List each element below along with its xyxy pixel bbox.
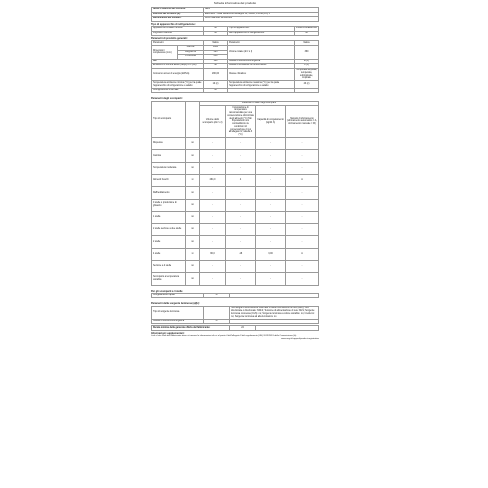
compartment-freezing-capacity: - [256,260,286,272]
warranty-label: Durata minima della garanzia offerta dal fabbricante: [152,326,230,331]
product-information-sheet [151,2,319,340]
light-source-type-value: Tecnologia di illuminazione utilizzata: a diodo a emissione di luce (LED); Non direzionale o direzionale: NDLS; Tensione di alimentazione di rete: MLS; Sorgente luminosa connessa (CLS): no; Sorgente luminosa a colore variabile: no; Involucro: no; Sorgente luminosa ad alta luminanza: no [230,306,319,319]
table-cell: Altro apparecchio di refrigerazione: [228,31,295,36]
compartment-present: no [186,150,200,162]
table-cell: C (c) [295,64,319,69]
compartment-volume: - [200,150,226,162]
compartment-temperature: -18 [226,248,256,260]
light-energy-class-label: Classe di efficienza energetica [152,319,204,324]
warranty-value: 24 [230,326,256,331]
supplier-name-label: Nome o marchio del fornitore: [152,8,204,13]
compartment-present: sì [186,175,200,187]
support-link[interactable]: www.aeg.it/support/product-registration [281,337,319,340]
table-row [152,150,319,162]
supplier-name-value: AEG [204,8,319,13]
additional-info-text: Link al sito Web del fabbricante dove si trovano le informazioni di cui al punto 4 dell'allegato II del regolamento (UE) 2019/2019 della Commissione (b): [151,335,297,338]
table-cell: 10 (c) [204,81,228,88]
table-cell: no [295,31,319,36]
compartment-parameters-table [151,101,319,286]
compartment-temperature: 4 [226,175,256,187]
compartment-temperature: - [226,199,256,211]
compartment-defrost: - [286,199,319,211]
compartment-defrost: - [286,224,319,236]
model-identifier-label: Identificativo del modello: [152,17,204,22]
compartment-volume: 264,0 [200,175,226,187]
table-row [152,81,319,88]
table-cell: 100 [204,59,228,64]
width-label: Larghezza [178,50,204,55]
compartment-temperature: - [226,224,256,236]
table-cell: no [204,31,228,36]
height-label: Altezza [178,45,204,50]
compartment-name: Temperatura moderata [152,162,186,174]
compartment-volume: - [200,260,226,272]
supplier-table [151,7,319,22]
appliance-type-table [151,26,319,36]
compartment-present: no [186,273,200,285]
compartment-name: 2 stelle sezione a due stelle [152,224,186,236]
table-row [152,248,319,260]
compartment-name: 0 stelle o produzione di ghiaccio [152,199,186,211]
defrost-method-header: Metodo di sbrinamento (sbrinamento automatico = A, sbrinamento manuale = M) [286,106,319,138]
table-cell: Frigorifero cantina: [152,31,204,36]
table-cell [230,319,319,324]
table-header-cell: Valore [295,41,319,46]
compartment-defrost: A [286,248,319,260]
compartment-volume: - [200,236,226,248]
compartment-present: no [186,211,200,223]
compartment-freezing-capacity: - [256,211,286,223]
table-row [152,88,319,93]
supplier-address-label: Indirizzo del fornitore (b): [152,12,204,17]
compartment-volume: - [200,224,226,236]
compartment-name: Scomparto a temperatura variabile [152,273,186,285]
table-cell: Configurazione invernale [152,88,204,93]
table-row [152,31,319,36]
table-cell: Apparecchio a basso rumore: [152,26,204,31]
table-row [152,319,319,324]
light-energy-class-value: G [204,319,230,324]
table-cell: 43 (c) [295,81,319,88]
compartment-defrost: - [286,187,319,199]
compartment-defrost: - [286,162,319,174]
light-source-table [151,306,319,324]
table-header-cell [186,101,200,138]
compartment-type-header: Tipo di scomparto [152,101,186,138]
compartment-defrost: A [286,175,319,187]
additional-info-heading: Informazioni supplementari: [151,331,185,335]
height-value: 1860 [204,45,228,50]
table-row [152,175,319,187]
table-row [152,293,319,298]
compartment-temperature: - [226,273,256,285]
compartment-present: no [186,260,200,272]
compartment-temperature: - [226,211,256,223]
volume-header: Volume dello scomparto (dm³ o l) [200,106,226,138]
table-cell: E (c) [295,59,319,64]
table-cell: no [204,26,228,31]
compartment-volume: - [200,162,226,174]
table-cell: Temperatura ambiente massima (°C) per la quale l'apparecchio di refrigerazione è adatto [228,81,295,88]
sheet-title: Scheda informativa del prodotto [213,1,257,5]
table-row [152,306,319,319]
compartment-parameters-heading: Parametri degli scomparti: [151,97,183,101]
compartment-name: Alimenti freschi [152,175,186,187]
compartment-present: sì [186,248,200,260]
compartment-defrost: - [286,138,319,150]
compartment-freezing-capacity: - [256,187,286,199]
table-row [152,17,319,22]
compartment-present: no [186,187,200,199]
compartment-defrost: - [286,150,319,162]
table-cell [204,306,230,319]
compartment-volume: - [200,199,226,211]
compartment-freezing-capacity: - [256,175,286,187]
table-row [152,211,319,223]
table-row [152,199,319,211]
table-cell [230,293,319,298]
table-header-cell: Parametro [152,41,204,46]
temperature-header: Impostazione di temperatura raccomandata per una conservazione ottimizzata degli alimenti (°C) Tali impostazioni non contraddicono le condizioni di conservazione di cui all'allegato IV, tabella 3 (°C) [227,106,254,137]
compartment-name: 4 stelle [152,248,186,260]
table-cell: Tipo di apparecchio: [228,26,295,31]
table-row [152,187,319,199]
table-cell: a libera installazione [296,27,317,30]
depth-value: 650 [204,55,228,60]
table-row [152,326,319,331]
compartment-freezing-capacity: - [256,199,286,211]
compartment-present: no [186,199,200,211]
general-parameters-table [151,40,319,93]
width-value: 595 [204,50,228,55]
table-cell: Emissioni di rumore aereo (dB(A) re 1 pW) [152,64,204,69]
light-source-type-label: Tipo di sorgente luminosa [152,306,204,319]
total-volume-value: 360 [295,45,319,59]
compartment-defrost: - [286,260,319,272]
table-cell: Temperata ampliata, temperata, subtropicale, tropicale [296,69,317,80]
table-row [152,138,319,150]
depth-label: Profondità [178,55,204,60]
compartment-volume: - [200,211,226,223]
table-cell: Classe di emissione di rumore aereo [228,64,295,69]
compartment-defrost: - [286,211,319,223]
compartment-defrost: - [286,236,319,248]
compartment-freezing-capacity: - [256,236,286,248]
compartment-volume: - [200,138,226,150]
table-row [152,224,319,236]
compartment-temperature: - [226,138,256,150]
table-row [152,162,319,174]
table-cell: 296,00 [204,68,228,81]
compartment-present: no [186,162,200,174]
freezing-capacity-header: Capacità di congelamento (kg/24 h) [256,106,286,138]
table-header-cell: Parametro [228,41,295,46]
compartment-defrost: - [286,273,319,285]
compartment-temperature: - [226,187,256,199]
compartment-volume: - [200,273,226,285]
compartment-present: no [186,138,200,150]
table-cell: Temperatura ambiente minima (°C) per la quale l'apparecchio di refrigerazione è adatto [152,81,204,88]
table-cell: Consumo annuo di energia (kWh/a) [152,68,204,81]
table-header-cell: Valore [204,41,228,46]
compartment-temperature: - [226,162,256,174]
table-cell [228,88,295,93]
table-cell [295,88,319,93]
table-row [152,260,319,272]
compartment-group-header: Parametri e valori degli scomparti [200,101,319,106]
compartment-volume: - [200,187,226,199]
compartment-present: no [186,236,200,248]
compartment-name: Dispensa [152,138,186,150]
light-source-heading: Parametri della sorgente luminosa (a)(b): [151,302,200,306]
compartment-temperature: - [226,150,256,162]
compartment-freezing-capacity: - [256,162,286,174]
compartment-name: Sezione a 2 stelle [152,260,186,272]
general-parameters-heading: Parametri di prodotto generali: [151,37,188,41]
model-identifier-value: RCB736E5MB 925993402 [204,17,319,22]
compartment-freezing-capacity: - [256,138,286,150]
dimensions-label: Dimensioni complessive (mm) [152,45,178,59]
table-cell: no [204,88,228,93]
four-star-heading: Per gli scomparti a 4 stelle [151,289,183,293]
compartment-temperature: - [226,236,256,248]
compartment-freezing-capacity: - [256,224,286,236]
table-cell: 42 [204,64,228,69]
table-cell: IEE [152,59,204,64]
total-volume-label: Volume totale (dm³ o l) [228,45,295,59]
compartment-name: Cantina [152,150,186,162]
fast-freeze-label: Congelamento rapido [152,293,204,298]
table-row [152,273,319,285]
compartment-temperature: - [226,260,256,272]
table-row [152,236,319,248]
fast-freeze-value: sì [204,293,230,298]
compartment-present: no [186,224,200,236]
compartment-freezing-capacity: 3,00 [256,248,286,260]
compartment-name: 1 stella [152,211,186,223]
appliance-type-heading: Tipo di apparecchio di refrigerazione: [151,22,196,26]
supplier-address-value: Electrolux - Viale Bottecchia Giuseppe 12, 33080, Porcia (PN) 1 [204,12,319,17]
table-cell: Classe climatica: [228,68,295,81]
compartment-freezing-capacity: - [256,150,286,162]
compartment-name: 2 stelle [152,236,186,248]
table-cell [256,326,319,331]
table-cell: Classe di efficienza energetica [228,59,295,64]
compartment-freezing-capacity: - [256,273,286,285]
compartment-name: Raffreddamento [152,187,186,199]
table-row [152,68,319,81]
compartment-volume: 96,0 [200,248,226,260]
